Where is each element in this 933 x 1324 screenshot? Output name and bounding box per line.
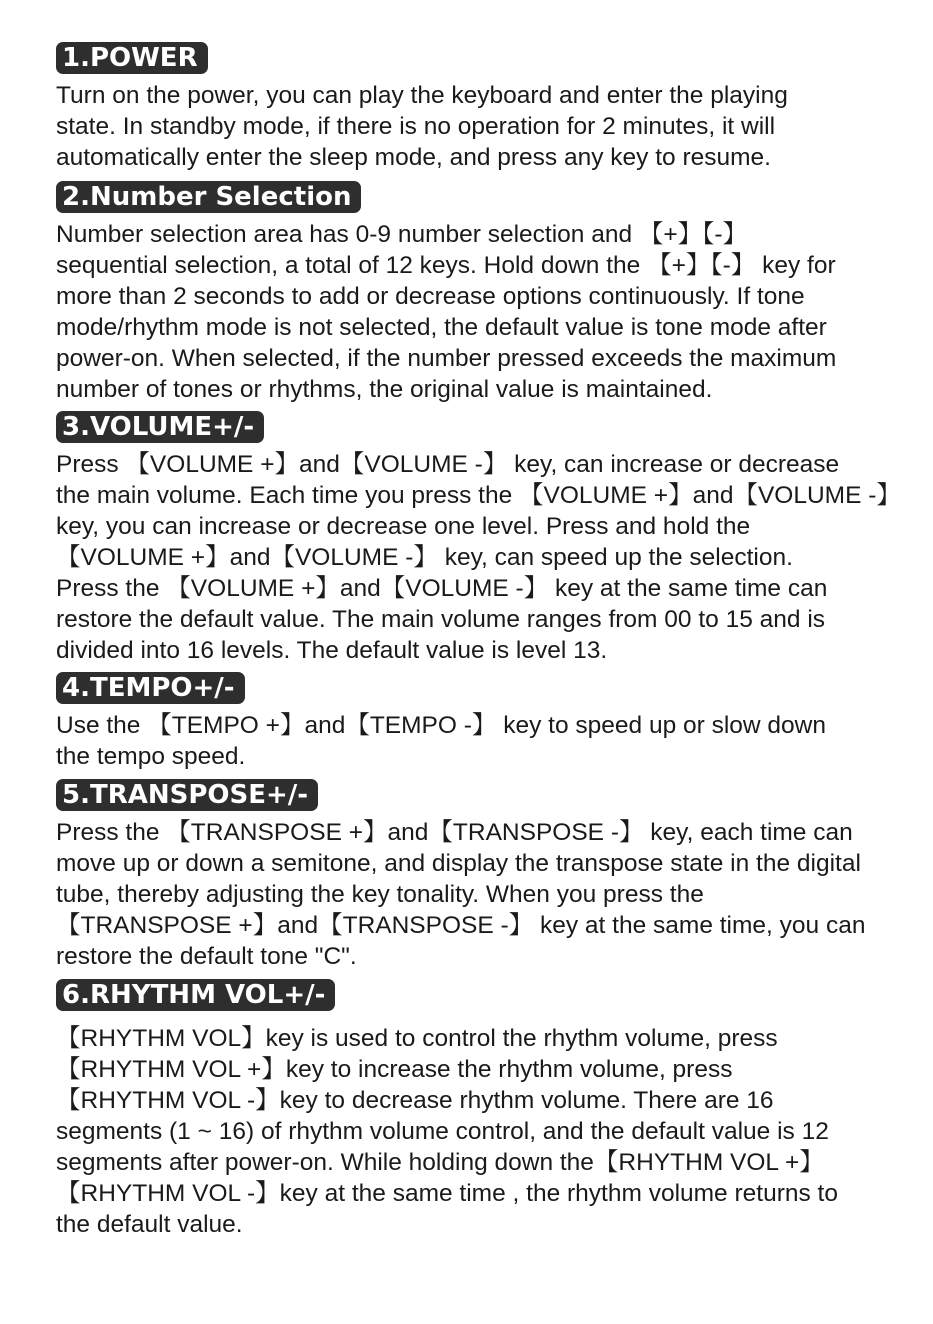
text-line: move up or down a semitone, and display the transpose state in the digital [56, 850, 861, 877]
text-line: automatically enter the sleep mode, and press any key to resume. [56, 144, 771, 171]
section-volume [56, 411, 901, 666]
section-body [56, 1023, 893, 1240]
section-heading: 6.RHYTHM VOL+/- [56, 979, 335, 1011]
text-line: Use the 【TEMPO +】and【TEMPO -】 key to speed up or slow down [56, 712, 827, 739]
text-line: 【RHYTHM VOL】key is used to control the rhythm volume, press [56, 1025, 778, 1052]
text-line: sequential selection, a total of 12 keys. Hold down the 【+】【-】 key for [56, 252, 836, 279]
section-heading: 2.Number Selection [56, 181, 361, 213]
section-power [56, 42, 893, 173]
section-body [56, 710, 893, 772]
section-number-selection [56, 181, 893, 405]
section-heading: 5.TRANSPOSE+/- [56, 779, 318, 811]
text-line: the tempo speed. [56, 743, 246, 770]
text-line: 【RHYTHM VOL +】key to increase the rhythm volume, press [56, 1056, 733, 1083]
text-line: Press 【VOLUME +】and【VOLUME -】 key, can increase or decrease [56, 451, 840, 478]
text-line: 【TRANSPOSE +】and【TRANSPOSE -】 key at the same time, you can [56, 912, 866, 939]
text-line: segments after power-on. While holding down the【RHYTHM VOL +】 [56, 1149, 824, 1176]
text-line: the default value. [56, 1211, 243, 1238]
section-heading: 3.VOLUME+/- [56, 411, 264, 443]
section-body [56, 449, 901, 666]
text-line: mode/rhythm mode is not selected, the default value is tone mode after [56, 314, 827, 341]
text-line: Number selection area has 0-9 number selection and 【+】【-】 [56, 221, 748, 248]
text-line: 【VOLUME +】and【VOLUME -】 key, can speed up the selection. [56, 544, 793, 571]
text-line: Press the 【VOLUME +】and【VOLUME -】 key at the same time can [56, 575, 828, 602]
text-line: key, you can increase or decrease one level. Press and hold the [56, 513, 751, 540]
text-line: restore the default value. The main volume ranges from 00 to 15 and is [56, 606, 826, 633]
text-line: segments (1 ~ 16) of rhythm volume control, and the default value is 12 [56, 1118, 829, 1145]
section-rhythm-vol [56, 979, 893, 1240]
text-line: state. In standby mode, if there is no operation for 2 minutes, it will [56, 113, 776, 140]
text-line: more than 2 seconds to add or decrease options continuously. If tone [56, 283, 805, 310]
text-line: 【RHYTHM VOL -】key to decrease rhythm volume. There are 16 [56, 1087, 774, 1114]
text-line: Press the 【TRANSPOSE +】and【TRANSPOSE -】 key, each time can [56, 819, 853, 846]
text-line: tube, thereby adjusting the key tonality. When you press the [56, 881, 704, 908]
section-body [56, 219, 893, 405]
text-line: divided into 16 levels. The default value is level 13. [56, 637, 608, 664]
text-line: Turn on the power, you can play the keyboard and enter the playing [56, 82, 788, 109]
section-heading: 4.TEMPO+/- [56, 672, 245, 704]
section-transpose [56, 779, 893, 972]
section-body [56, 80, 893, 173]
text-line: 【RHYTHM VOL -】key at the same time , the rhythm volume returns to [56, 1180, 838, 1207]
text-line: power-on. When selected, if the number pressed exceeds the maximum [56, 345, 837, 372]
text-line: restore the default tone "C". [56, 943, 357, 970]
section-tempo [56, 672, 893, 772]
text-line: number of tones or rhythms, the original value is maintained. [56, 376, 713, 403]
section-heading: 1.POWER [56, 42, 208, 74]
section-body [56, 817, 893, 972]
text-line: the main volume. Each time you press the 【VOLUME +】and【VOLUME -】 [56, 482, 901, 509]
